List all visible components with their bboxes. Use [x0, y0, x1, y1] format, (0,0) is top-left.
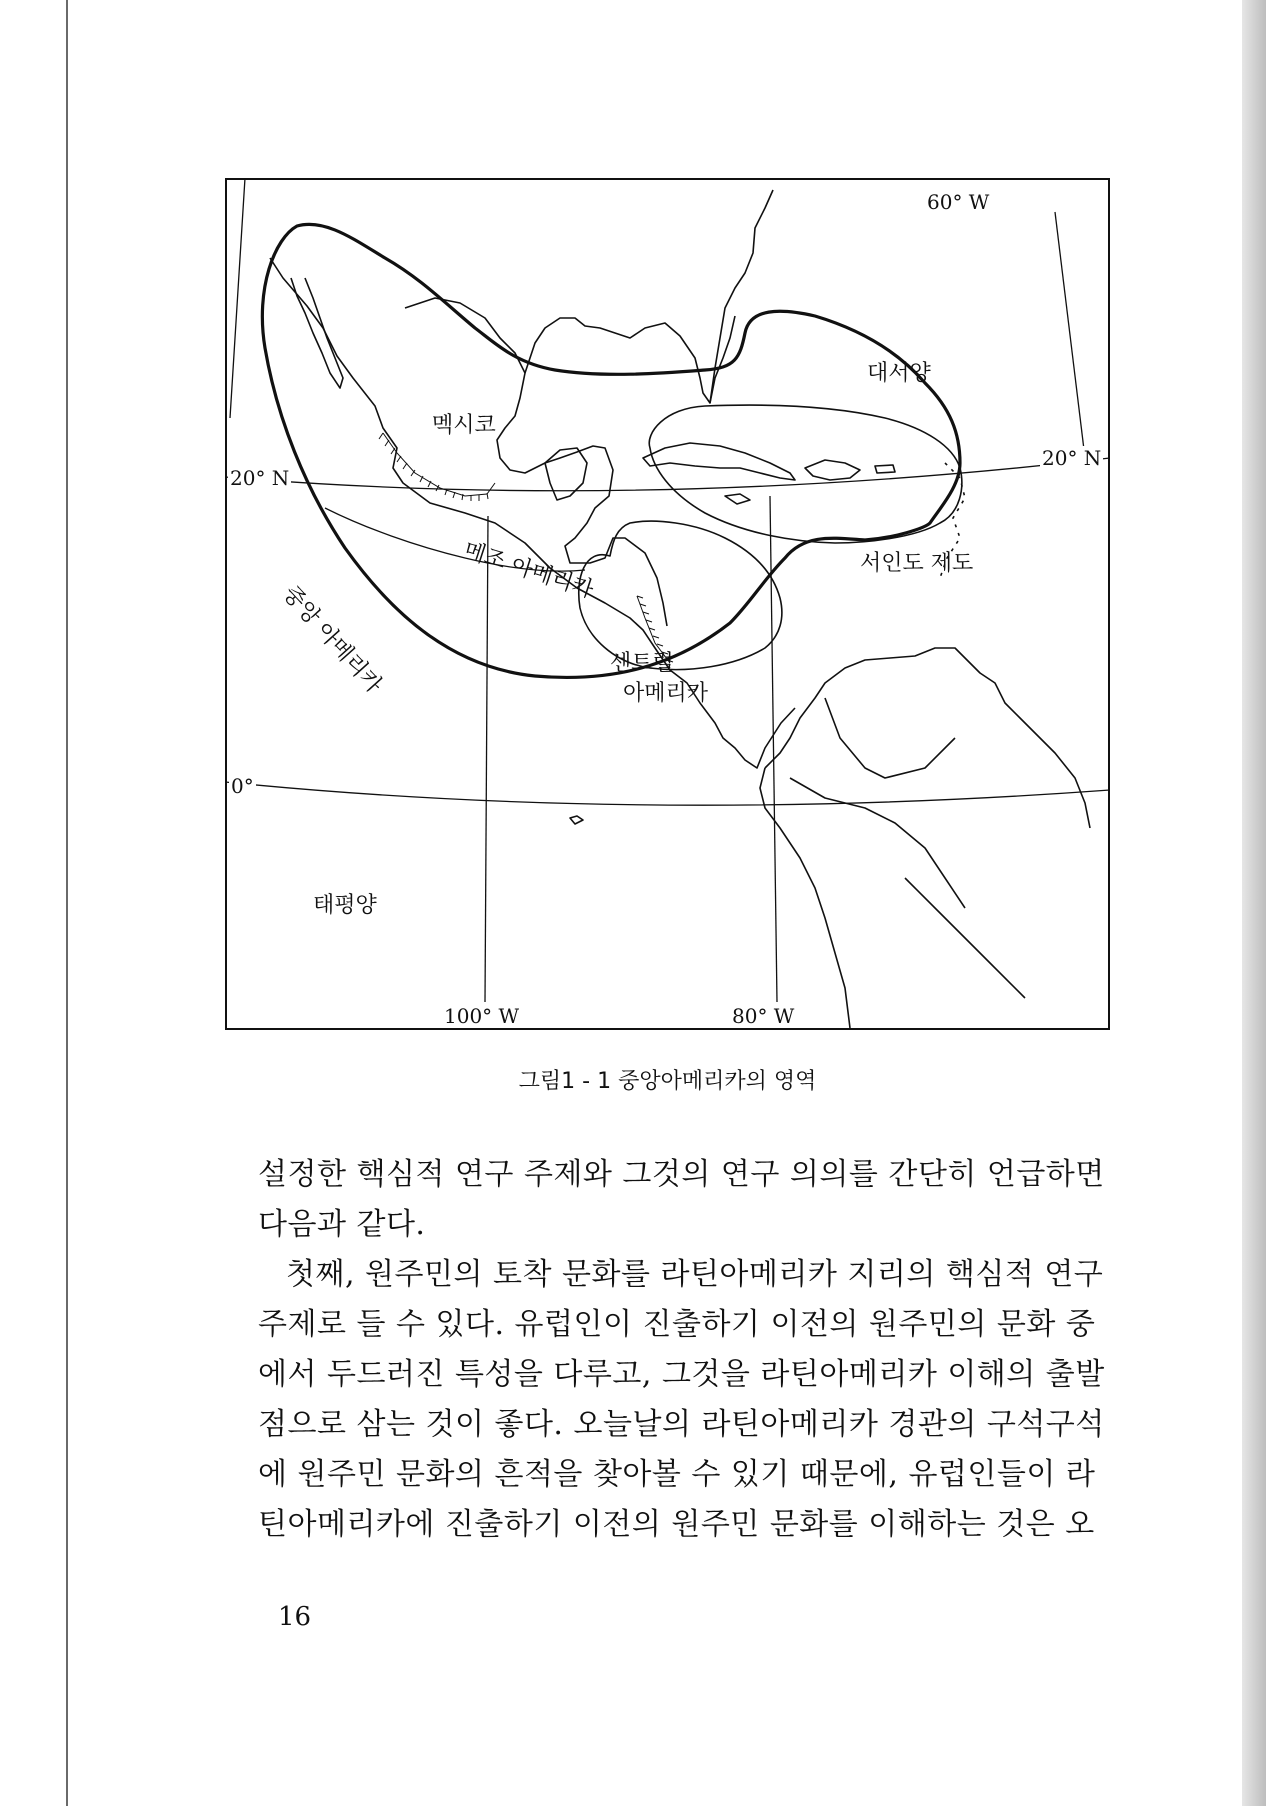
body-line: 설정한 핵심적 연구 주제와 그것의 연구 의의를 간단히 언급하면 — [258, 1157, 1105, 1192]
label-mexico: 멕시코 — [432, 413, 496, 438]
label-central-america-1: 센트럴 — [610, 651, 674, 676]
label-pacific: 태평양 — [313, 893, 377, 918]
label-central-america-2: 아메리카 — [623, 681, 709, 706]
label-lon-60: 60° W — [927, 190, 990, 214]
body-line: 에서 두드러진 특성을 다루고, 그것을 라틴아메리카 이해의 출발 — [258, 1357, 1105, 1392]
label-middle-america: 중앙 아메리카 — [277, 581, 387, 699]
body-line: 점으로 삼는 것이 좋다. 오늘날의 라틴아메리카 경관의 구석구석 — [258, 1407, 1105, 1442]
label-lat-0: 0° — [231, 774, 254, 798]
label-lat-20-right: 20° N — [1042, 446, 1102, 470]
body-line: 첫째, 원주민의 토착 문화를 라틴아메리카 지리의 핵심적 연구 — [286, 1257, 1104, 1292]
label-mesoamerica: 메조 아메리카 — [460, 537, 597, 604]
label-lon-80: 80° W — [732, 1004, 795, 1028]
body-text — [258, 1150, 1105, 1550]
body-line: 주제로 들 수 있다. 유럽인이 진출하기 이전의 원주민의 문화 중 — [258, 1307, 1096, 1342]
body-line: 다음과 같다. — [258, 1207, 426, 1242]
page-right-shadow — [1242, 0, 1266, 1806]
body-line: 에 원주민 문화의 흔적을 찾아볼 수 있기 때문에, 유럽인들이 라 — [258, 1457, 1096, 1492]
body-line: 틴아메리카에 진출하기 이전의 원주민 문화를 이해하는 것은 오 — [258, 1507, 1095, 1542]
page-left-binding — [0, 0, 68, 1806]
map-figure — [225, 178, 1110, 1030]
label-west-indies: 서인도 제도 — [860, 551, 974, 576]
label-lon-100: 100° W — [444, 1004, 520, 1028]
figure-caption: 그림1 - 1 중앙아메리카의 영역 — [518, 1069, 817, 1094]
page-number: 16 — [278, 1602, 312, 1632]
label-atlantic: 대서양 — [867, 361, 931, 386]
label-lat-20-left: 20° N — [230, 466, 290, 490]
